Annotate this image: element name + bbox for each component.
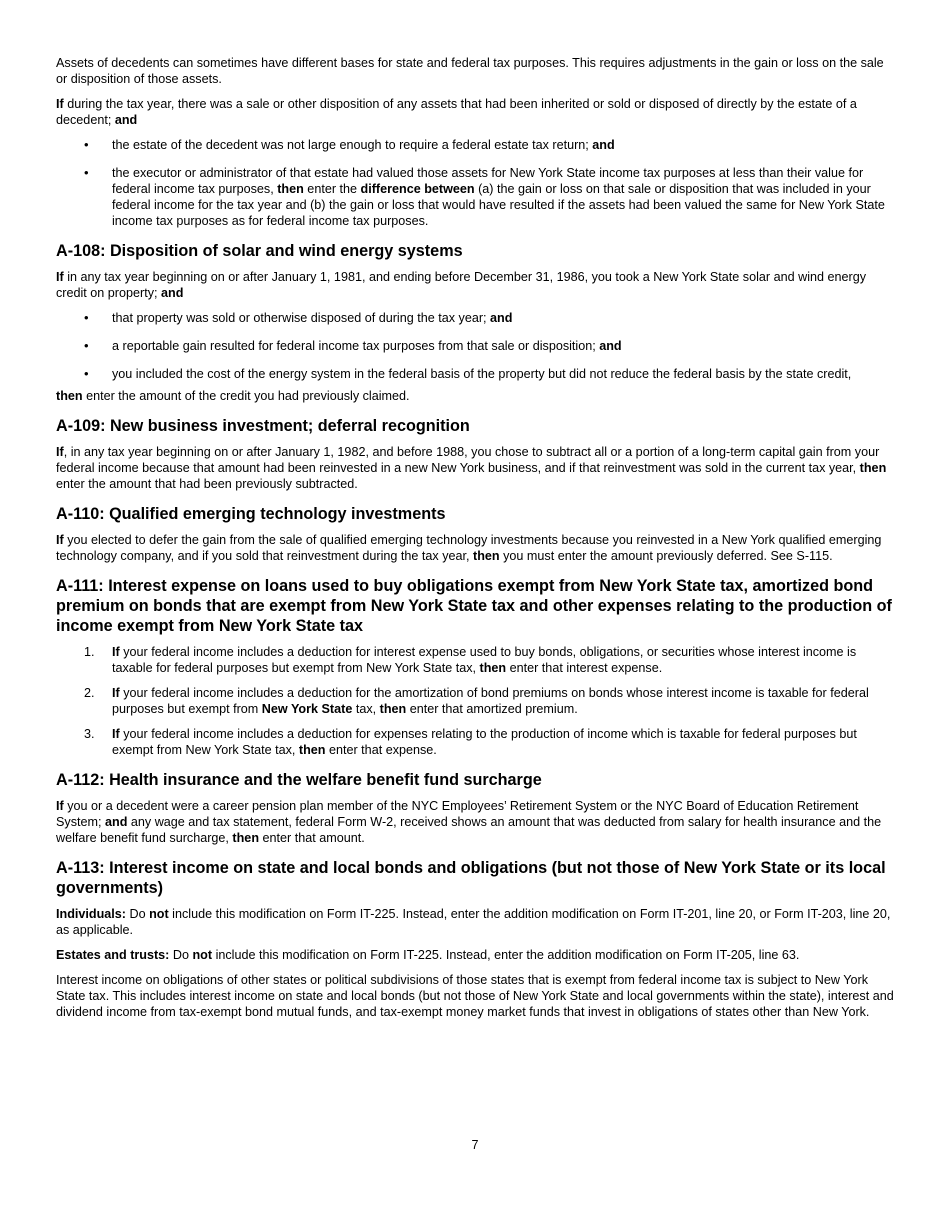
list-number: 3.: [84, 727, 95, 741]
a113-individuals-paragraph: Individuals: Do not include this modification on Form IT-225. Instead, enter the addition modification on Form IT-201, line 20, or Form IT-203, line 20, as applicable.: [56, 907, 891, 937]
list-number: 1.: [84, 645, 95, 659]
list-number: 2.: [84, 686, 95, 700]
a109-paragraph: If, in any tax year beginning on or after January 1, 1982, and before 1988, you chose to subtract all or a portion of a long-term capital gain from your federal income because that amount had been reinvested in a new New York business, and if that reinvestment was sold in the current tax year, then enter the amount that had been previously subtracted.: [56, 445, 887, 491]
list-item: 1. If your federal income includes a deduction for interest expense used to buy bonds, obligations, or securities whose interest income is taxable for federal purposes but exempt from New York State tax, then enter that interest expense.: [84, 645, 857, 675]
list-item: 2. If your federal income includes a deduction for the amortization of bond premiums on bonds whose interest income is taxable for federal purposes but exempt from New York State tax, then enter that amortized premium.: [84, 686, 869, 716]
a113-estates-paragraph: Estates and trusts: Do not include this modification on Form IT-225. Instead, enter the addition modification on Form IT-205, line 63.: [56, 948, 800, 962]
heading-a108: A-108: Disposition of solar and wind energy systems: [56, 242, 463, 260]
heading-a109: A-109: New business investment; deferral recognition: [56, 417, 470, 435]
a112-paragraph: If you or a decedent were a career pension plan member of the NYC Employees’ Retirement System or the NYC Board of Education Retirement System; and any wage and tax statement, federal Form W-2, received shows an amount that was deducted from salary for health insurance and the welfare benefit fund surcharge, then enter that amount.: [56, 799, 882, 845]
heading-a113: A-113: Interest income on state and local bonds and obligations (but not those of New York State or its local governments): [56, 859, 886, 897]
a111-numbered-list: [56, 644, 896, 758]
a108-bullet-list: [56, 310, 896, 382]
a108-then-paragraph: then enter the amount of the credit you had previously claimed.: [56, 389, 410, 403]
bullet-icon: •: [84, 338, 89, 353]
intro-paragraph-1: Assets of decedents can sometimes have different bases for state and federal tax purposes. This requires adjustments in the gain or loss on the sale or disposition of those assets.: [56, 56, 884, 86]
list-item: • the estate of the decedent was not large enough to require a federal estate tax return; and: [84, 137, 615, 152]
list-item: 3. If your federal income includes a deduction for expenses relating to the production of income which is taxable for federal purposes but exempt from New York State tax, then enter that expense.: [84, 727, 857, 757]
list-item: • you included the cost of the energy system in the federal basis of the property but did not reduce the federal basis by the state credit,: [84, 366, 852, 381]
a113-final-paragraph: Interest income on obligations of other states or political subdivisions of those states that is exempt from federal income tax is subject to New York State tax. This includes interest income on state and local bonds (but not those of New York State and local governments within the state), interest and dividend income from tax-exempt bond mutual funds, and tax-exempt money market funds that invest in obligations of states other than New York.: [56, 973, 894, 1019]
heading-a111: A-111: Interest expense on loans used to buy obligations exempt from New York State tax, amortized bond premium on bonds that are exempt from New York State tax and other expenses relating to the production of income exempt from New York State tax: [56, 577, 892, 635]
bullet-icon: •: [84, 165, 89, 180]
page-number: 7: [471, 1138, 479, 1152]
list-item: • the executor or administrator of that estate had valued those assets for New York State income tax purposes at less than their value for federal income tax purposes, then enter the difference between (a) the gain or loss on that sale or disposition that was included in your federal income for the tax year and (b) the gain or loss that would have resulted if the assets had been valued the same for New York State income tax purposes as for federal income tax purposes.: [84, 165, 885, 228]
bullet-icon: •: [84, 310, 89, 325]
document-page: [56, 55, 896, 1029]
a110-paragraph: If you elected to defer the gain from the sale of qualified emerging technology investments because you reinvested in a New York qualified emerging technology company, and if you sold that reinvestment during the tax year, then you must enter the amount previously deferred. See S-115.: [56, 533, 882, 563]
heading-a110: A-110: Qualified emerging technology investments: [56, 505, 446, 523]
intro-paragraph-2: If during the tax year, there was a sale or other disposition of any assets that had been inherited or sold or disposed of directly by the estate of a decedent; and: [56, 97, 857, 127]
list-item: • that property was sold or otherwise disposed of during the tax year; and: [84, 310, 513, 325]
intro-bullet-list: [56, 137, 896, 229]
list-item: • a reportable gain resulted for federal income tax purposes from that sale or disposition; and: [84, 338, 622, 353]
a108-paragraph: If in any tax year beginning on or after January 1, 1981, and ending before December 31, 1986, you took a New York State solar and wind energy credit on property; and: [56, 270, 867, 300]
bullet-icon: •: [84, 366, 89, 381]
bullet-icon: •: [84, 137, 89, 152]
heading-a112: A-112: Health insurance and the welfare benefit fund surcharge: [56, 771, 542, 789]
